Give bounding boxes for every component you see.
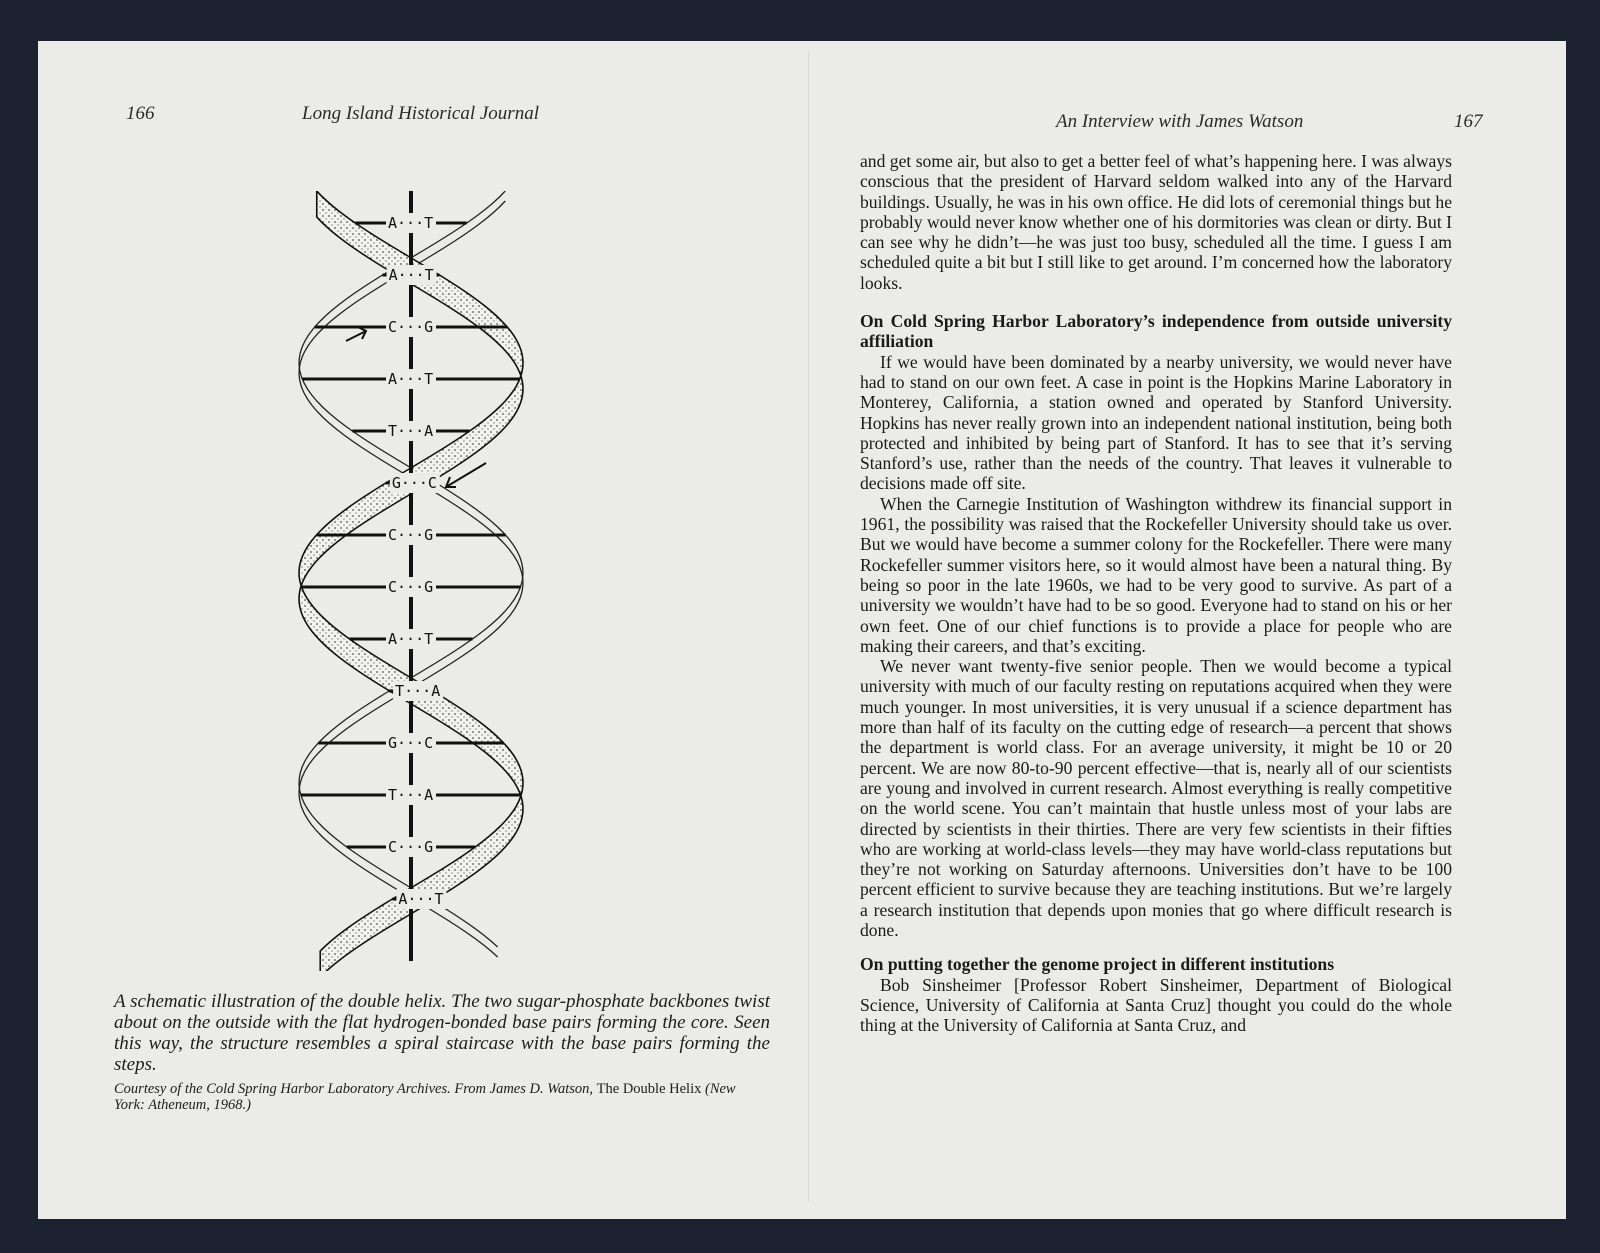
credit-book-title: The Double Helix (596, 1081, 702, 1097)
book-spread (38, 41, 1566, 1219)
base-pair-label: C···G (388, 526, 434, 544)
paragraph: We never want twenty-five senior people. Then we would become a typical university with much of our faculty resting on reputations acquired when they were much younger. In most universities, it is very unusual if a science department has more than half of its faculty on the cutting edge of research—a percent that shows the department is world class. For an average university, it might be 10 or 20 percent. We are now 80-to-90 percent effective—that is, nearly all of our scientists are young and involved in current research. Almost everything is really competitive on the world scene. You can’t maintain that hustle unless most of your labs are directed by scientists in their thirties. There are very few scientists in their fifties who are working at world-class levels—they may have world-class reputations but they’re not working on Saturday afternoons. Universities don’t have to be 100 percent efficient to survive because they are teaching institutions. But we’re largely a research institution that depends upon monies that go where difficult research is done. (860, 656, 1452, 940)
page-number-left: 166 (126, 103, 155, 124)
base-pair-label: C···G (388, 578, 434, 596)
base-pair-label: A···T (398, 890, 444, 908)
journal-title: Long Island Historical Journal (302, 103, 539, 124)
base-pair-label: A···T (388, 630, 434, 648)
base-pair-label: G···C (391, 474, 437, 492)
paragraph: When the Carnegie Institution of Washington withdrew its financial support in 1961, the possibility was raised that the Rockefeller University should take us over. But we would have become a summer colony for the Rockefeller. There were many Rockefeller summer visitors here, so it would almost have been a natural thing. By being so poor in the late 1960s, we had to be very good to survive. As part of a university we wouldn’t have had to be so good. Everyone had to stand on his or her own feet. One of our chief functions is to provide a place for people who are making their careers, and that’s exciting. (860, 493, 1452, 656)
page-fold (808, 51, 809, 1201)
base-pair-label: T···A (388, 786, 434, 804)
figure-credit (114, 1081, 770, 1113)
interview-text-column (860, 151, 1452, 1035)
opening-paragraph: and get some air, but also to get a better feel of what’s happening here. I was always conscious that the president of Harvard seldom walked into any of the Harvard buildings. Usually, he was in his own office. He did lots of ceremonial things but he probably would never know whether one of his dormitories was clean or dirty. But I can see why he didn’t—he was just too busy, scheduled all the time. I guess I am scheduled quite a bit but I still like to get around. I’m concerned how the laboratory looks. (860, 151, 1452, 293)
base-pair-label: T···A (395, 682, 441, 700)
double-helix-figure (286, 191, 536, 971)
base-pair-label: A···T (388, 266, 434, 284)
paragraph: Bob Sinsheimer [Professor Robert Sinsheimer, Department of Biological Science, University of California at Santa Cruz] thought you could do the whole thing at the University of California at Santa Cruz, and (860, 974, 1452, 1036)
base-pair-label: G···C (388, 734, 434, 752)
base-pair-label: A···T (388, 370, 434, 388)
page-number-right: 167 (1454, 111, 1483, 132)
base-pair-label: A···T (388, 214, 434, 232)
section-heading-independence: On Cold Spring Harbor Laboratory’s independence from outside university affiliation (860, 311, 1452, 352)
credit-prefix: Courtesy of the Cold Spring Harbor Laboratory Archives. From James D. Watson, (114, 1081, 594, 1097)
paragraph: If we would have been dominated by a nearby university, we would never have had to stand on our own feet. A case in point is the Hopkins Marine Laboratory in Monterey, California, a station owned and operated by Stanford University. Hopkins has never really grown into an independent national institution, being both protected and inhibited by being part of Stanford. It has to see that it’s serving Stanford’s use, rather than the needs of the country. That leaves it vulnerable to decisions made off site. (860, 351, 1452, 494)
credit-publication: (New York: Atheneum, 1968.) (114, 1081, 736, 1113)
base-pair-label: T···A (388, 422, 434, 440)
base-pair-label: C···G (388, 838, 434, 856)
section-heading-genome-project: On putting together the genome project in different institutions (860, 954, 1335, 975)
base-pair-label: C···G (388, 318, 434, 336)
figure-caption: A schematic illustration of the double helix. The two sugar-phosphate backbones twist about on the outside with the flat hydrogen-bonded base pairs forming the core. Seen this way, the structure resembles a spiral staircase with the base pairs forming the steps. (114, 991, 770, 1075)
running-head: An Interview with James Watson (1056, 111, 1304, 132)
arrow-up-icon (346, 327, 366, 341)
